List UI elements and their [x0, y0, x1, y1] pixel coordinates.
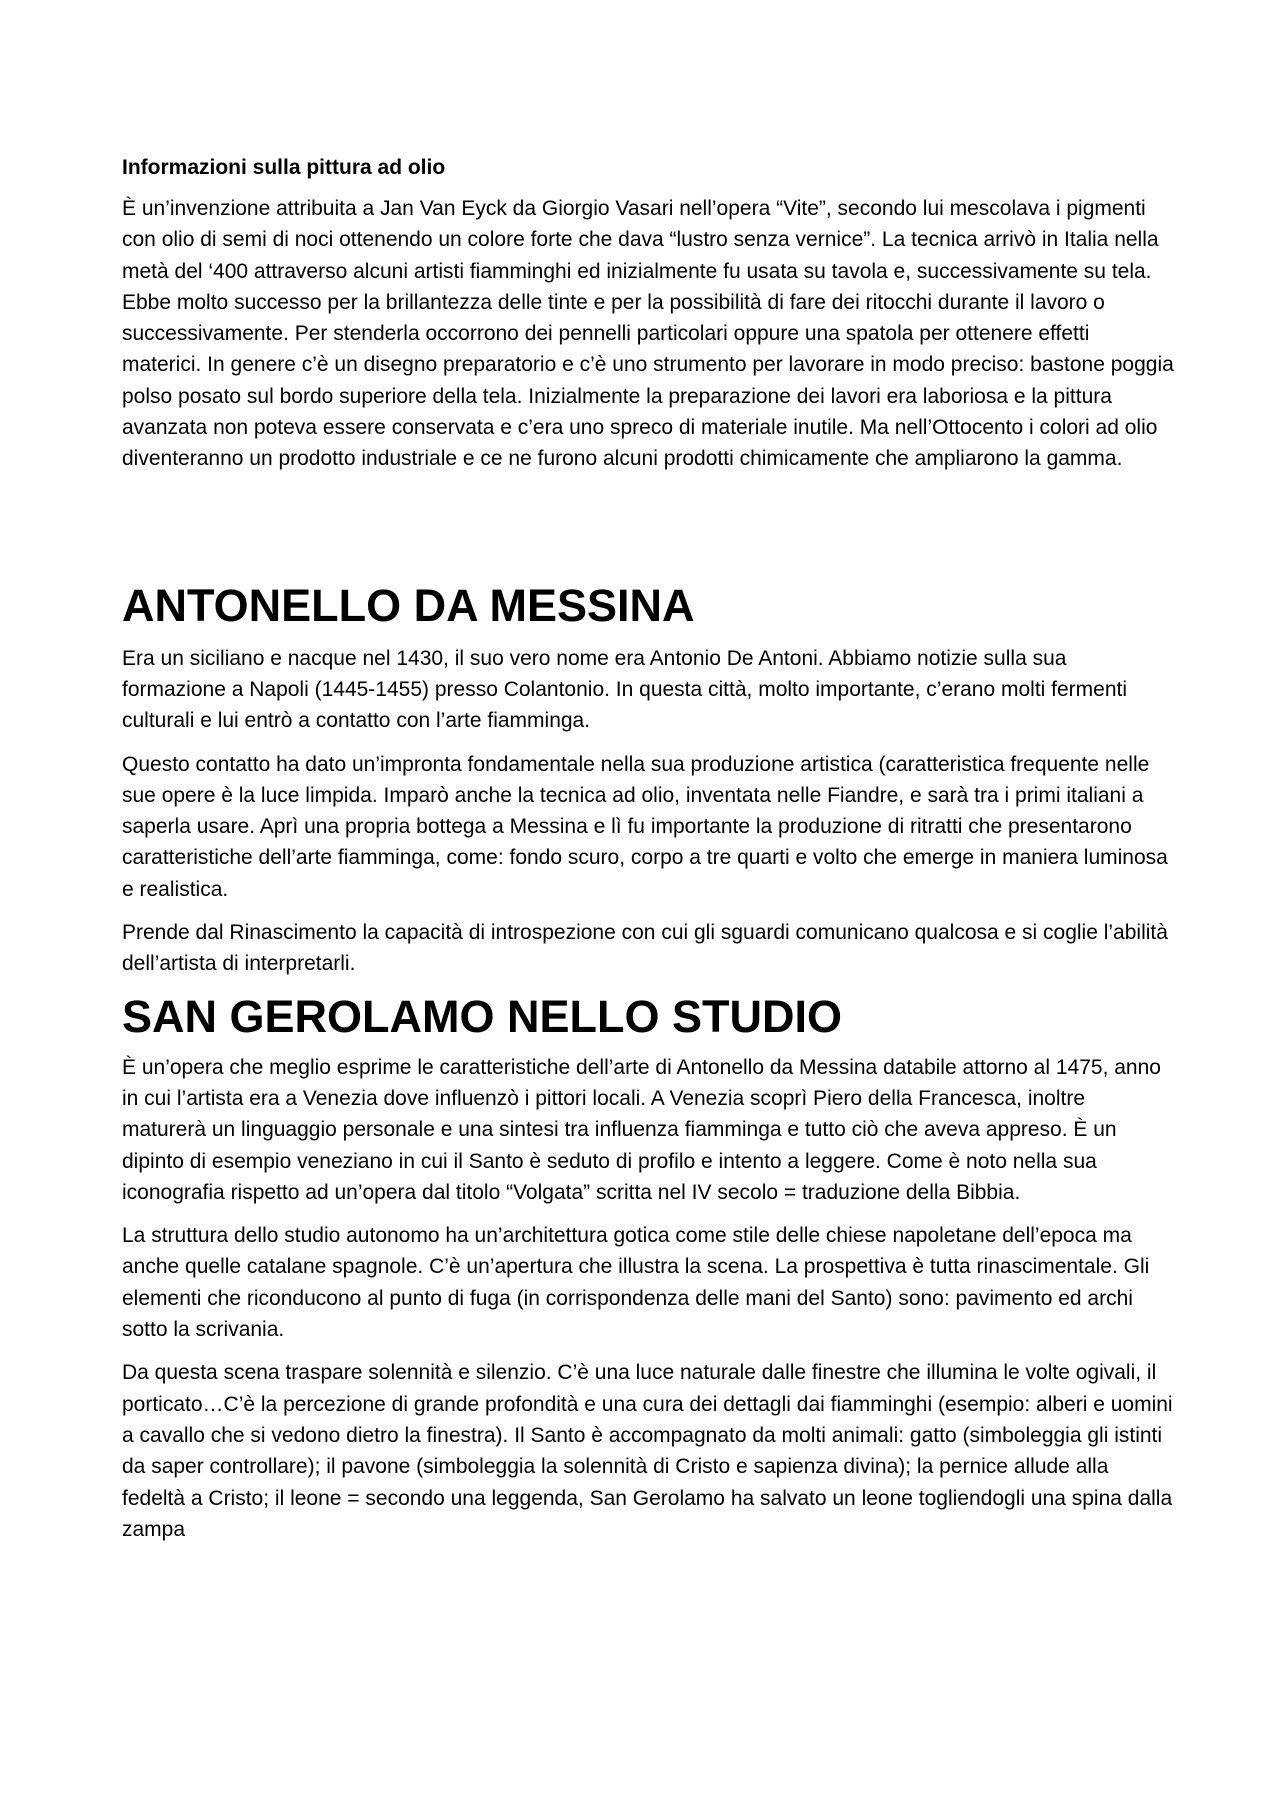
spacer	[122, 487, 1174, 579]
paragraph: È un’opera che meglio esprime le caratteristiche dell’arte di Antonello da Messina databile attorno al 1475, anno in cui l’artista era a Venezia dove influenzò i pittori locali. A Venezia scoprì Piero della Francesca, inoltre maturerà un linguaggio personale e una sintesi tra influenza fiamminga e tutto ciò che aveva appreso. È un dipinto di esempio veneziano in cui il Santo è seduto di profilo e intento a leggere. Come è noto nella sua iconografia rispetto ad un’opera dal titolo “Volgata” scritta nel IV secolo = traduzione della Bibbia.	[122, 1055, 1161, 1204]
paragraph: Da questa scena traspare solennità e silenzio. C’è una luce naturale dalle finestre che illumina le volte ogivali, il porticato…C’è la percezione di grande profondità e una cura dei dettagli dai fiamminghi (esempio: alberi e uomini a cavallo che si vedono dietro la finestra). Il Santo è accompagnato da molti animali: gatto (simboleggia gli istinti da saper controllare); il pavone (simboleggia la solennità di Cristo e sapienza divina); la pernice allude alla fedeltà a Cristo; il leone = secondo una leggenda, San Gerolamo ha salvato un leone togliendogli una spina dalla zampa	[122, 1361, 1173, 1541]
paragraph: Prende dal Rinascimento la capacità di introspezione con cui gli sguardi comunicano qualcosa e si coglie l’abilità dell’artista di interpretarli.	[122, 921, 1168, 976]
paragraph: Questo contatto ha dato un’impronta fondamentale nella sua produzione artistica (caratteristica frequente nelle sue opere è la luce limpida. Imparò anche la tecnica ad olio, inventata nelle Fiandre, e sarà tra i primi italiani a saperla usare. Aprì una propria bottega a Messina e lì fu importante la produzione di ritratti che presentarono caratteristiche dell’arte fiamminga, come: fondo scuro, corpo a tre quarti e volto che emerge in maniera luminosa e realistica.	[122, 752, 1168, 901]
section-san-gerolamo	[122, 990, 1174, 1545]
section-heading: ANTONELLO DA MESSINA	[122, 579, 695, 631]
section-subheading: Informazioni sulla pittura ad olio	[122, 156, 446, 179]
paragraph: La struttura dello studio autonomo ha un’architettura gotica come stile delle chiese napoletane dell’epoca ma anche quelle catalane spagnole. C’è un’apertura che illustra la scena. La prospettiva è tutta rinascimentale. Gli elementi che riconducono al punto di fuga (in corrispondenza delle mani del Santo) sono: pavimento ed archi sotto la scrivania.	[122, 1224, 1150, 1342]
section-antonello	[122, 579, 1174, 980]
document-page	[122, 152, 1174, 1557]
paragraph: È un’invenzione attribuita a Jan Van Eyck da Giorgio Vasari nell’opera “Vite”, secondo lui mescolava i pigmenti con olio di semi di noci ottenendo un colore forte che dava “lustro senza vernice”. La tecnica arrivò in Italia nella metà del ‘400 attraverso alcuni artisti fiamminghi ed inizialmente fu usata su tavola e, successivamente su tela. Ebbe molto successo per la brillantezza delle tinte e per la possibilità di fare dei ritocchi durante il lavoro o successivamente. Per stenderla occorrono dei pennelli particolari oppure una spatola per ottenere effetti materici. In genere c’è un disegno preparatorio e c’è uno strumento per lavorare in modo preciso: bastone poggia polso posato sul bordo superiore della tela. Inizialmente la preparazione dei lavori era laboriosa e la pittura avanzata non poteva essere conservata e c’era uno spreco di materiale inutile. Ma nell’Ottocento i colori ad olio diventeranno un prodotto industriale e ce ne furono alcuni prodotti chimicamente che ampliarono la gamma.	[122, 197, 1174, 471]
section-oil-painting	[122, 152, 1174, 475]
paragraph: Era un siciliano e nacque nel 1430, il suo vero nome era Antonio De Antoni. Abbiamo notizie sulla sua formazione a Napoli (1445-1455) presso Colantonio. In questa città, molto importante, c’erano molti fermenti culturali e lui entrò a contatto con l’arte fiamminga.	[122, 646, 1128, 733]
section-heading: SAN GEROLAMO NELLO STUDIO	[122, 990, 842, 1042]
